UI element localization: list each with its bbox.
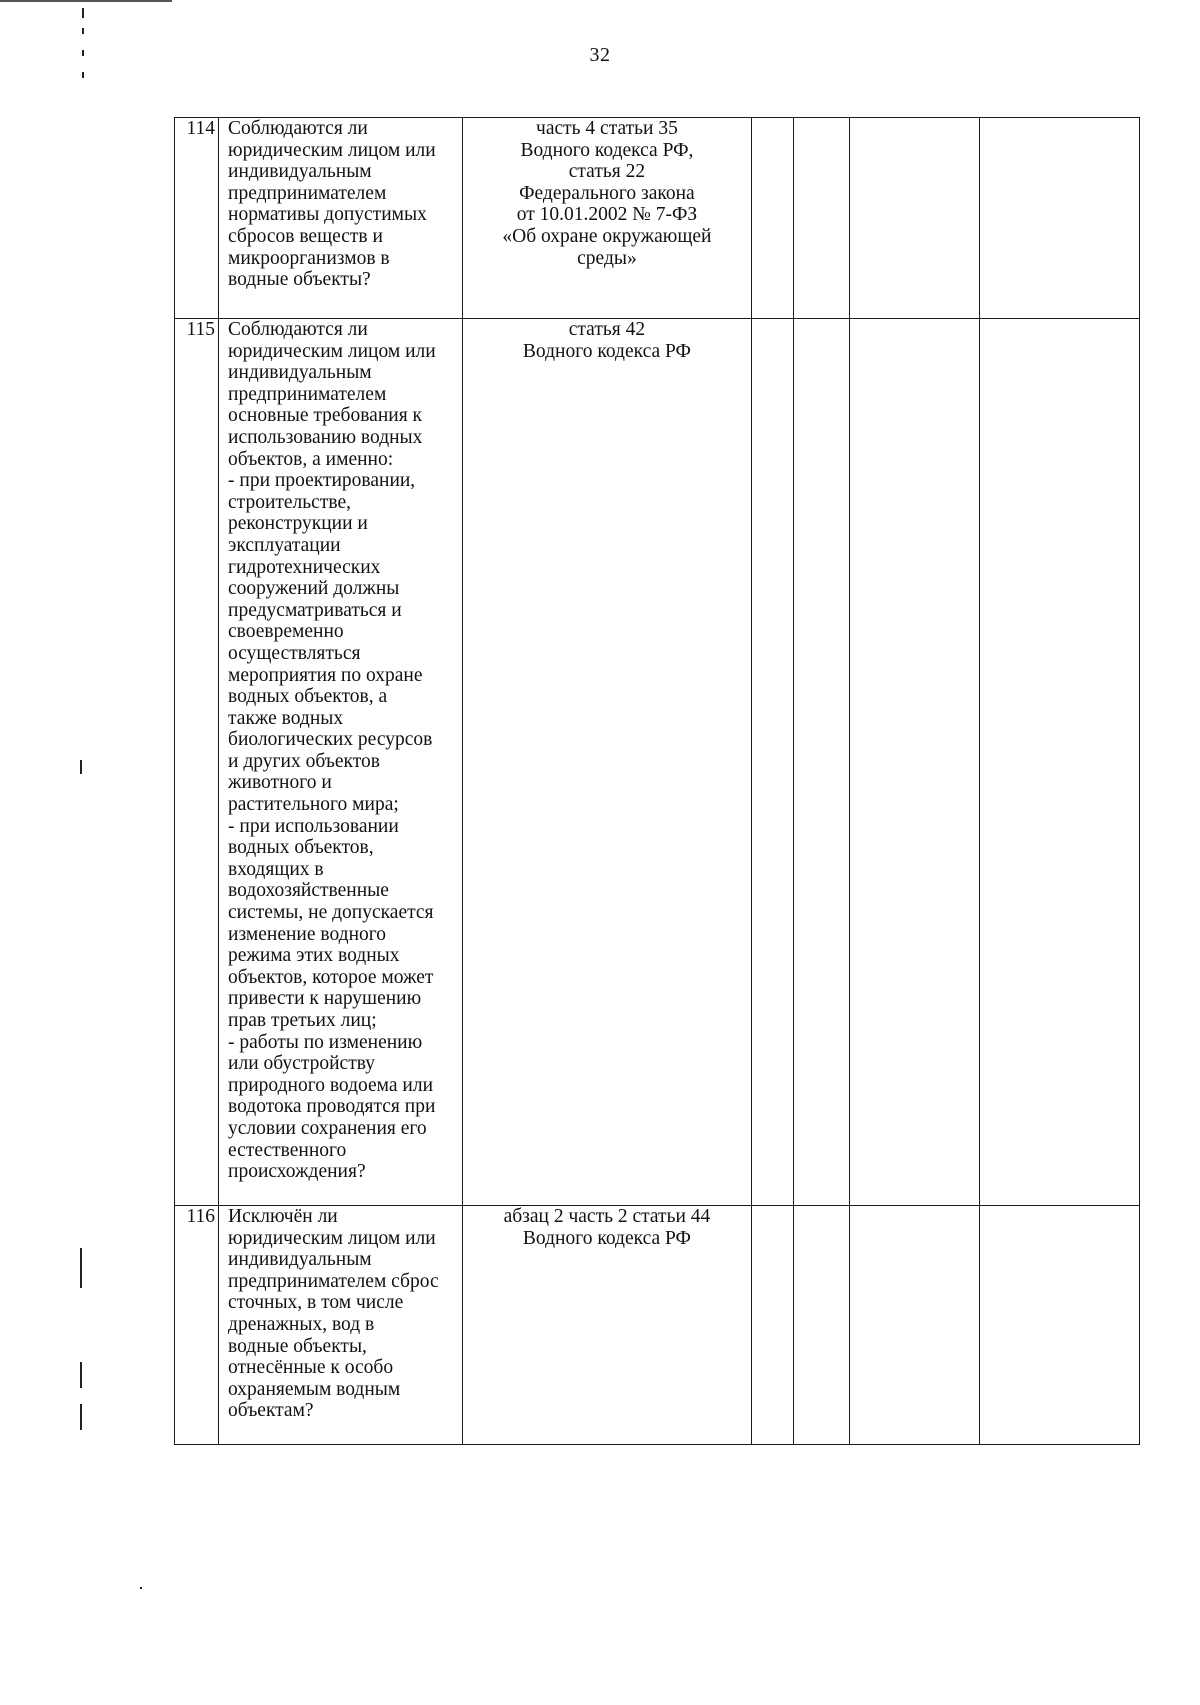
question-line: мероприятия по охране — [228, 664, 423, 686]
legal-basis-line: статья 22 — [568, 161, 646, 183]
question-line: своевременно — [228, 621, 344, 643]
not-applicable-cell — [849, 1206, 979, 1445]
answer-yes-cell — [751, 1206, 793, 1445]
question-line: условии сохранения его — [228, 1117, 427, 1139]
question-cell — [219, 1206, 463, 1445]
note-cell — [979, 118, 1139, 319]
scan-artifact-mark — [80, 760, 82, 774]
scan-artifact-mark — [80, 1362, 82, 1388]
question-line: - при использовании — [228, 815, 399, 837]
question-line: или обустройству — [228, 1053, 376, 1075]
question-line: объектов, а именно: — [228, 448, 394, 470]
question-line: животного и — [228, 772, 332, 794]
question-line: - при проектировании, — [228, 470, 416, 492]
row-number: 116 — [175, 1206, 219, 1445]
legal-basis-line: Федерального закона — [519, 182, 695, 204]
answer-yes-cell — [751, 319, 793, 1206]
legal-basis-line: Водного кодекса РФ — [522, 340, 691, 362]
scan-artifact-top-line — [0, 0, 172, 2]
question-line: водных объектов, — [228, 837, 374, 859]
answer-no-cell — [793, 1206, 849, 1445]
legal-basis-line: Водного кодекса РФ, — [520, 139, 694, 161]
legal-basis-cell — [463, 118, 751, 319]
question-line: режима этих водных — [228, 945, 400, 967]
question-line: предпринимателем — [228, 383, 387, 405]
question-line: предпринимателем сброс — [228, 1270, 439, 1292]
legal-basis-line: абзац 2 часть 2 статьи 44 — [503, 1206, 711, 1227]
scan-artifact-mark — [82, 28, 84, 34]
question-line: основные требования к — [228, 405, 423, 427]
question-line: системы, не допускается — [228, 902, 434, 924]
legal-basis-cell — [463, 1206, 751, 1445]
question-cell — [219, 319, 463, 1206]
question-line: водохозяйственные — [228, 880, 389, 902]
question-line: использованию водных — [228, 426, 423, 448]
legal-basis-line: часть 4 статьи 35 — [536, 118, 678, 139]
question-line: сооружений должны — [228, 578, 400, 600]
scan-artifact-mark — [80, 1404, 82, 1430]
question-line: водотока проводятся при — [228, 1096, 436, 1118]
question-line: юридическим лицом или — [228, 139, 436, 161]
question-line: объектам? — [228, 1400, 314, 1422]
question-line: прав третьих лиц; — [228, 1010, 377, 1031]
question-line: гидротехнических — [228, 556, 381, 578]
table-row — [175, 118, 1140, 319]
answer-no-cell — [793, 319, 849, 1206]
question-line: водные объекты, — [228, 1335, 367, 1357]
scan-artifact-mark — [140, 1587, 142, 1589]
question-line: реконструкции и — [228, 513, 368, 535]
legal-basis-line: «Об охране окружающей — [502, 225, 712, 247]
note-cell — [979, 319, 1139, 1206]
question-line: микроорганизмов в — [228, 247, 390, 269]
row-number: 115 — [175, 319, 219, 1206]
question-line: дренажных, вод в — [228, 1313, 375, 1335]
legal-basis-cell — [463, 319, 751, 1206]
note-cell — [979, 1206, 1139, 1445]
legal-basis-line: от 10.01.2002 № 7-ФЗ — [516, 204, 698, 226]
question-line: индивидуальным — [228, 1249, 372, 1271]
answer-yes-cell — [751, 118, 793, 319]
question-line: охраняемым водным — [228, 1378, 401, 1400]
checklist-table — [174, 117, 1140, 1445]
question-line: входящих в — [228, 858, 324, 880]
legal-basis-line: статья 42 — [568, 319, 646, 340]
question-line: водные объекты? — [228, 269, 371, 291]
not-applicable-cell — [849, 319, 979, 1206]
question-line: сточных, в том числе — [228, 1292, 404, 1314]
question-line: предпринимателем — [228, 182, 387, 204]
question-line: растительного мира; — [228, 794, 399, 816]
table-row — [175, 1206, 1140, 1445]
page-number: 32 — [589, 44, 611, 66]
question-line: индивидуальным — [228, 362, 372, 384]
question-cell — [219, 118, 463, 319]
question-line: привести к нарушению — [228, 988, 422, 1010]
table-row — [175, 319, 1140, 1206]
question-line: юридическим лицом или — [228, 1227, 436, 1249]
question-line: естественного — [228, 1139, 347, 1161]
question-line: - работы по изменению — [228, 1031, 423, 1053]
scan-artifact-mark — [82, 8, 84, 18]
question-line: сбросов веществ и — [228, 225, 383, 247]
scan-artifact-mark — [80, 1248, 82, 1288]
question-line: отнесённые к особо — [228, 1357, 394, 1379]
scan-artifact-mark — [82, 72, 84, 78]
question-line: Исключён ли — [228, 1206, 338, 1227]
question-line: Соблюдаются ли — [228, 118, 368, 139]
answer-no-cell — [793, 118, 849, 319]
question-line: эксплуатации — [228, 534, 341, 556]
question-line: нормативы допустимых — [228, 204, 427, 226]
question-line: биологических ресурсов — [228, 729, 433, 751]
question-line: юридическим лицом или — [228, 340, 436, 362]
question-line: Соблюдаются ли — [228, 319, 368, 340]
question-line: природного водоема или — [228, 1074, 434, 1096]
legal-basis-line: Водного кодекса РФ — [522, 1227, 691, 1249]
question-line: осуществляться — [228, 642, 361, 664]
question-line: водных объектов, а — [228, 686, 388, 708]
question-line: индивидуальным — [228, 161, 372, 183]
question-line: и других объектов — [228, 750, 380, 772]
row-number: 114 — [175, 118, 219, 319]
question-line: строительстве, — [228, 491, 351, 513]
not-applicable-cell — [849, 118, 979, 319]
question-line: предусматриваться и — [228, 599, 402, 621]
legal-basis-line: среды» — [577, 247, 637, 269]
question-line: происхождения? — [228, 1161, 366, 1183]
question-line: также водных — [228, 707, 344, 729]
question-line: объектов, которое может — [228, 966, 434, 988]
question-line: изменение водного — [228, 923, 387, 945]
